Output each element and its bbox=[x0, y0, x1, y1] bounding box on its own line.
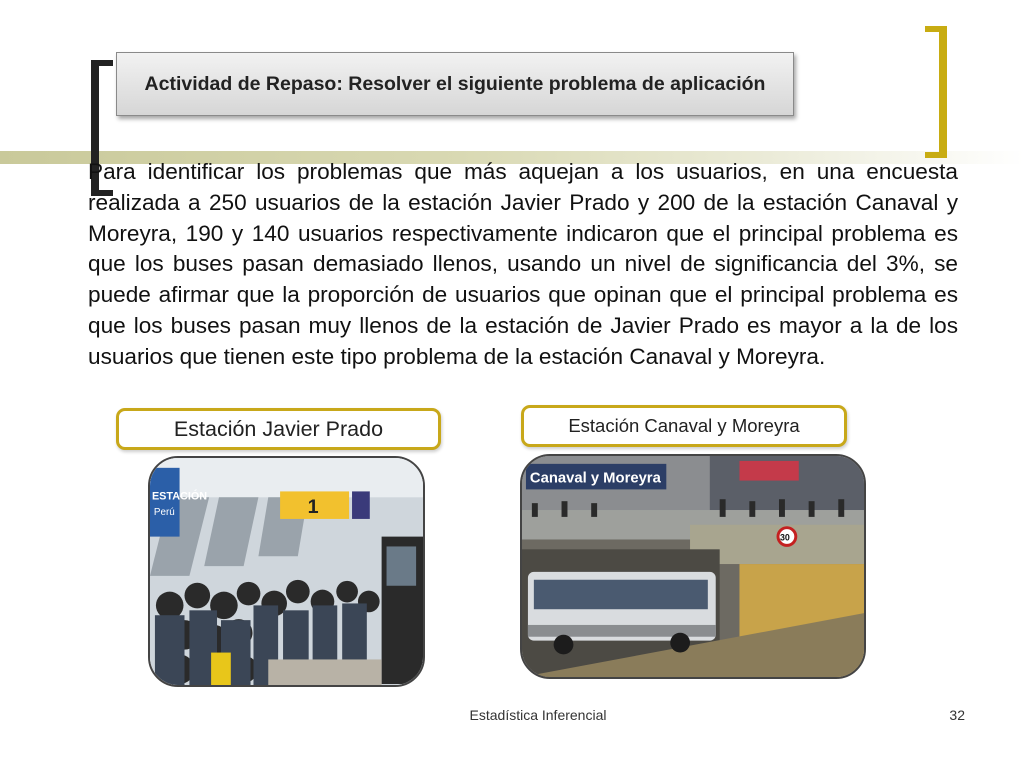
photo-javier-prado-station bbox=[148, 456, 425, 687]
photo-right-speed: 30 bbox=[779, 532, 790, 543]
photo-canaval-moreyra-illustration bbox=[522, 456, 864, 677]
problem-statement: Para identificar los problemas que más aquejan a los usuarios, en una encuesta realizada a 250 usuarios de la estación Javier Prado y 200 de la estación Canaval y Moreyra, 190 y 140 usuarios respectivamente indicaron que el principal problema es que los buses pasan demasiado llenos, usando un nivel de significancia del 3%, se puede afirmar que la proporción de usuarios que opinan que el principal problema es que los buses pasan muy llenos de la estación de Javier Prado es mayor a la de los usuarios que tienen este tipo problema de la estación Canaval y Moreyra. bbox=[88, 159, 958, 369]
photo-left-sign-text: ESTACIÓN bbox=[151, 490, 208, 503]
right-bracket-decoration bbox=[925, 26, 947, 158]
photo-left-number: 1 bbox=[307, 496, 319, 519]
photo-right-sign-text: Canaval y Moreyra bbox=[529, 470, 661, 487]
title-box bbox=[116, 52, 794, 116]
station-label-canaval-moreyra bbox=[521, 405, 847, 447]
station-label-javier-prado bbox=[116, 408, 441, 450]
page-number: 32 bbox=[949, 707, 965, 723]
photo-javier-prado-illustration bbox=[150, 458, 423, 685]
footer-course-title: Estadística Inferencial bbox=[469, 707, 607, 723]
station-label-javier-prado-text: Estación Javier Prado bbox=[173, 416, 384, 441]
slide-title: Actividad de Repaso: Resolver el siguiente problema de aplicación bbox=[144, 73, 766, 95]
photo-canaval-moreyra-station bbox=[520, 454, 866, 679]
photo-left-sign-sub: Perú bbox=[153, 507, 175, 518]
station-label-canaval-moreyra-text: Estación Canaval y Moreyra bbox=[568, 415, 800, 436]
